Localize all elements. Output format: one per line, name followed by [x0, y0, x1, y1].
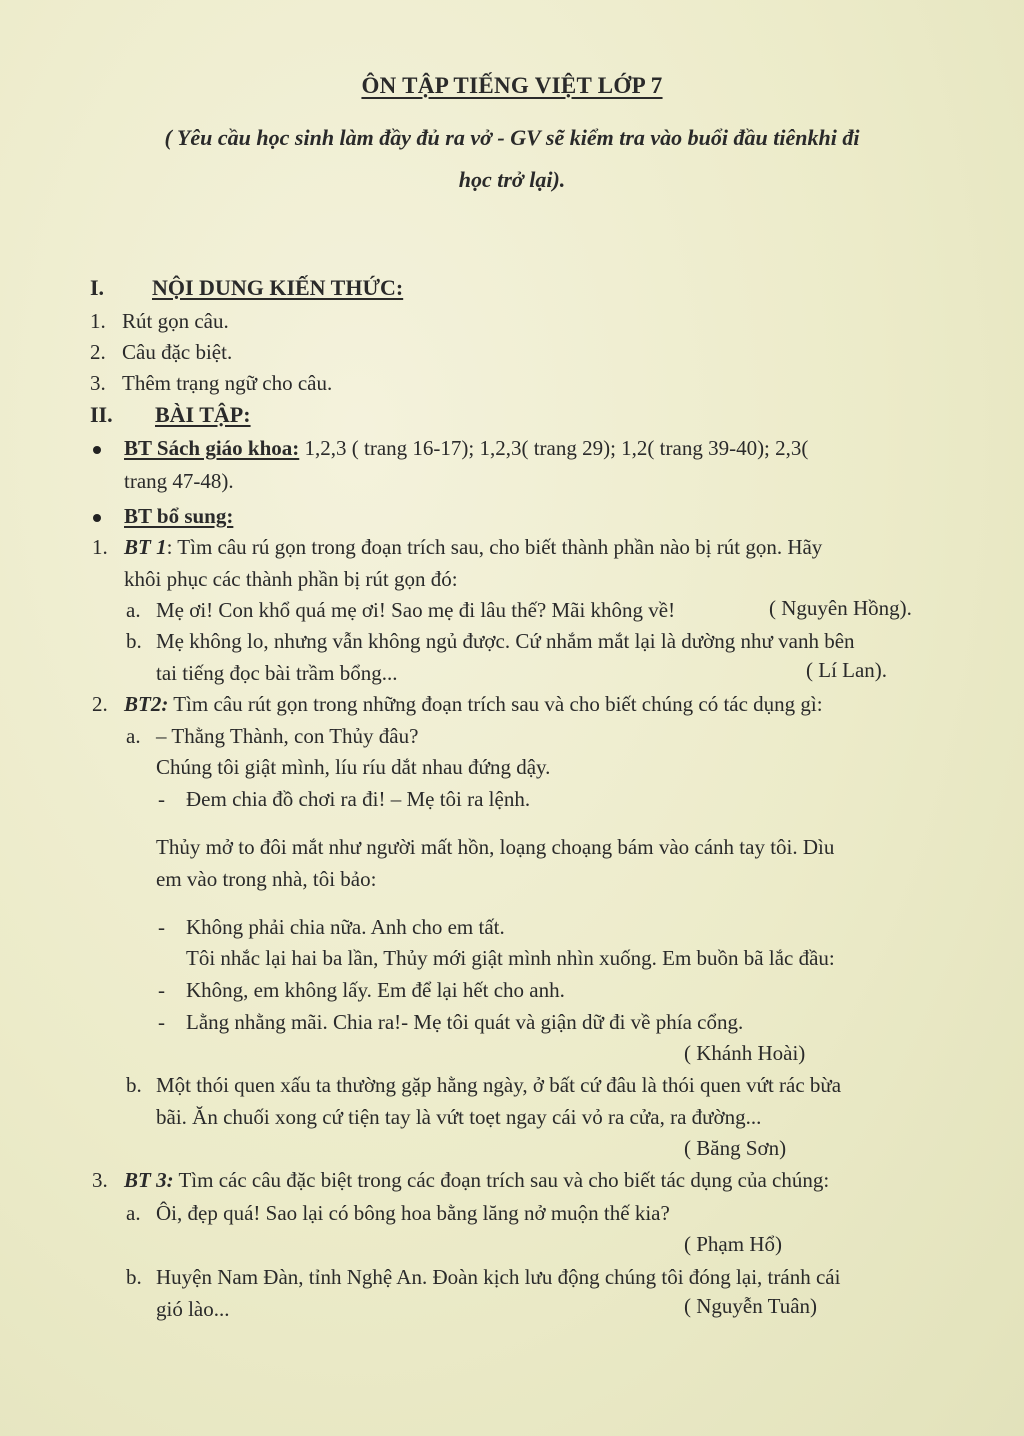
sgk-line-2: trang 47-48).: [124, 469, 234, 493]
bt2-prompt: BT2: Tìm câu rút gọn trong những đoạn trích sau và cho biết chúng có tác dụng gì:: [124, 692, 823, 716]
section-1-number: I.: [90, 275, 105, 300]
subtitle-line-1: ( Yêu cầu học sinh làm đầy đủ ra vở - GV sẽ kiểm tra vào buổi đầu tiênkhi đi: [164, 125, 860, 150]
bt2-a-line: Thủy mở to đôi mắt như người mất hồn, loạng choạng bám vào cánh tay tôi. Dìu: [156, 835, 835, 859]
bt2-b-text: Một thói quen xấu ta thường gặp hằng ngày, ở bất cứ đâu là thói quen vứt rác bừa: [156, 1073, 842, 1097]
list-item-text: Rút gọn câu.: [122, 309, 229, 333]
bt1-b-text-2: tai tiếng đọc bài trầm bổng...: [156, 661, 398, 685]
bullet-icon: [93, 446, 101, 454]
exercise-number: 2.: [92, 692, 108, 716]
bt2-a-line: Tôi nhắc lại hai ba lần, Thủy mới giật mình nhìn xuống. Em buồn bã lắc đầu:: [186, 946, 835, 970]
list-item-text: Câu đặc biệt.: [122, 340, 233, 364]
section-2-number: II.: [90, 402, 113, 427]
subtitle-line-2: học trở lại).: [458, 167, 566, 192]
item-letter: a.: [126, 1201, 141, 1225]
dash-marker: -: [158, 1010, 165, 1034]
bt1-a-text: Mẹ ơi! Con khổ quá mẹ ơi! Sao mẹ đi lâu thế? Mãi không về!: [156, 598, 676, 622]
item-letter: b.: [126, 1265, 142, 1289]
source-citation: ( Khánh Hoài): [684, 1041, 806, 1065]
bt3-b-text: Huyện Nam Đàn, tỉnh Nghệ An. Đoàn kịch lưu động chúng tôi đóng lại, tránh cái: [156, 1265, 841, 1289]
section-2-heading: BÀI TẬP:: [155, 402, 251, 427]
bt2-a-line: – Thằng Thành, con Thủy đâu?: [156, 724, 419, 748]
bt2-a-line: em vào trong nhà, tôi bảo:: [156, 867, 377, 891]
bt3-prompt: BT 3: Tìm các câu đặc biệt trong các đoạn trích sau và cho biết tác dụng của chúng:: [124, 1168, 830, 1192]
source-citation: ( Phạm Hổ): [684, 1232, 782, 1256]
sgk-line: BT Sách giáo khoa: 1,2,3 ( trang 16-17); 1,2,3( trang 29); 1,2( trang 39-40); 2,3(: [124, 436, 809, 460]
item-letter: b.: [126, 1073, 142, 1097]
source-citation: ( Nguyễn Tuân): [684, 1294, 818, 1318]
bt1-prompt: BT 1: Tìm câu rú gọn trong đoạn trích sau, cho biết thành phần nào bị rút gọn. Hãy: [124, 535, 823, 559]
bo-sung-heading: BT bổ sung:: [124, 504, 234, 528]
list-item-text: Thêm trạng ngữ cho câu.: [122, 371, 333, 395]
source-citation: ( Nguyên Hồng).: [769, 596, 912, 620]
bt2-a-line: Lằng nhằng mãi. Chia ra!- Mẹ tôi quát và giận dữ đi về phía cổng.: [186, 1010, 744, 1034]
source-citation: ( Băng Sơn): [684, 1136, 787, 1160]
dash-marker: -: [158, 978, 165, 1002]
list-item-number: 2.: [90, 340, 106, 364]
bt2-a-line: Không phải chia nữa. Anh cho em tất.: [186, 915, 505, 939]
exercise-number: 1.: [92, 535, 108, 559]
bullet-icon: [93, 514, 101, 522]
dash-marker: -: [158, 915, 165, 939]
bt2-a-line: Đem chia đồ chơi ra đi! – Mẹ tôi ra lệnh.: [186, 787, 531, 811]
bt1-prompt-2: khôi phục các thành phần bị rút gọn đó:: [124, 567, 458, 591]
item-letter: a.: [126, 598, 141, 622]
list-item-number: 1.: [90, 309, 106, 333]
bt3-a-text: Ôi, đẹp quá! Sao lại có bông hoa bằng lăng nở muộn thế kia?: [156, 1201, 670, 1225]
bt3-b-text-2: gió lào...: [156, 1297, 230, 1321]
exercise-number: 3.: [92, 1168, 108, 1192]
item-letter: a.: [126, 724, 141, 748]
bt1-b-text: Mẹ không lo, nhưng vẫn không ngủ được. Cứ nhắm mắt lại là dường như vanh bên: [156, 629, 855, 653]
bt2-a-line: Chúng tôi giật mình, líu ríu dắt nhau đứng dậy.: [156, 755, 551, 779]
document-title: ÔN TẬP TIẾNG VIỆT LỚP 7: [361, 73, 663, 98]
bt2-a-line: Không, em không lấy. Em để lại hết cho anh.: [186, 978, 565, 1002]
item-letter: b.: [126, 629, 142, 653]
bt2-b-text-2: bãi. Ăn chuối xong cứ tiện tay là vứt toẹt ngay cái vỏ ra cửa, ra đường...: [156, 1105, 762, 1129]
list-item-number: 3.: [90, 371, 106, 395]
source-citation: ( Lí Lan).: [806, 658, 888, 682]
section-1-heading: NỘI DUNG KIẾN THỨC:: [152, 275, 404, 300]
dash-marker: -: [158, 787, 165, 811]
